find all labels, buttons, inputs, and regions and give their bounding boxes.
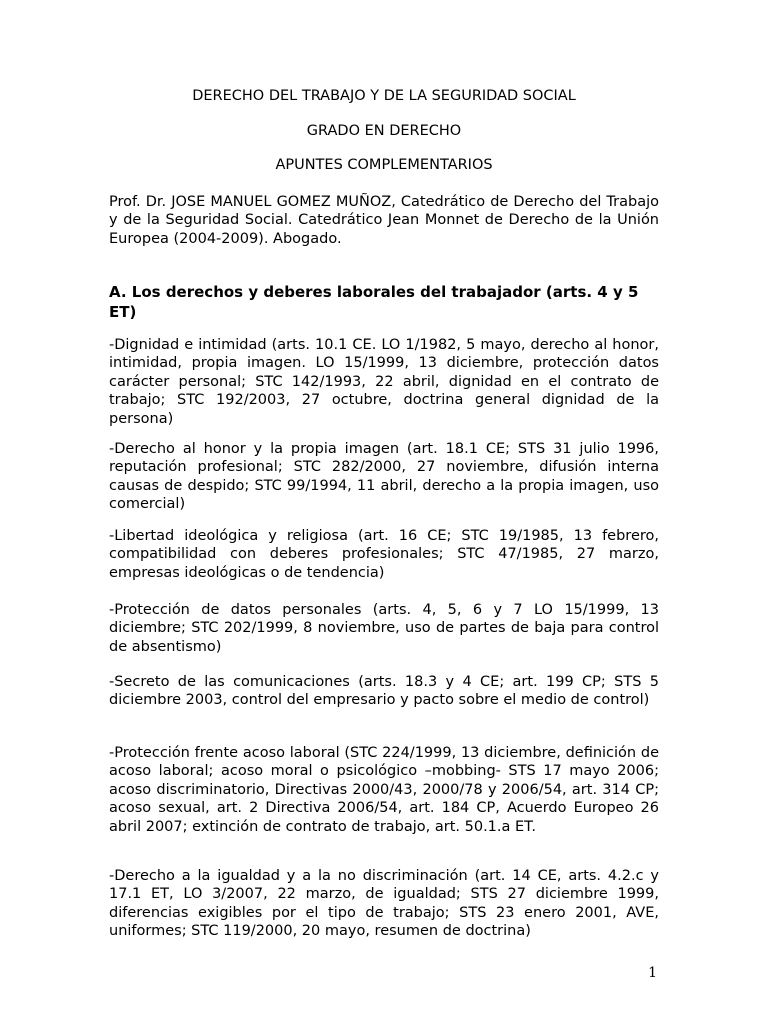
paragraph-honor-imagen: -Derecho al honor y la propia imagen (art. 18.1 CE; STS 31 julio 1996, reputación profesional; STC 282/2000, 27 noviembre, difusión interna causas de despido; STC 99/1994, 11 abril, derecho a la propia imagen, uso comercial) <box>109 441 659 513</box>
document-subtitle-degree: GRADO EN DERECHO <box>306 123 462 139</box>
paragraph-acoso-laboral: -Protección frente acoso laboral (STC 224/1999, 13 diciembre, definición de acoso laboral; acoso moral o psicológico –mobbing- STS 17 mayo 2006; acoso discriminatorio, Directivas 2000/43, 2000/78 y 2006/54, art. 314 CP; acoso sexual, art. 2 Directiva 2006/54, art. 184 CP, Acuerdo Europeo 26 abril 2007; extinción de contrato de trabajo, art. 50.1.a ET. <box>109 745 659 835</box>
document-title: DERECHO DEL TRABAJO Y DE LA SEGURIDAD SOCIAL <box>192 88 576 104</box>
document-subtitle-notes: APUNTES COMPLEMENTARIOS <box>275 157 493 173</box>
paragraph-proteccion-datos: -Protección de datos personales (arts. 4, 5, 6 y 7 LO 15/1999, 13 diciembre; STC 202/1999, 8 noviembre, uso de partes de baja para control de absentismo) <box>109 602 659 655</box>
paragraph-secreto-comunicaciones: -Secreto de las comunicaciones (arts. 18.3 y 4 CE; art. 199 CP; STS 5 diciembre 2003, control del empresario y pacto sobre el medio de control) <box>109 674 659 709</box>
author-paragraph: Prof. Dr. JOSE MANUEL GOMEZ MUÑOZ, Catedrático de Derecho del Trabajo y de la Seguridad Social. Catedrático Jean Monnet de Derecho de la Unión Europea (2004-2009). Abogado. <box>109 194 659 247</box>
page-number: 1 <box>648 965 657 981</box>
section-heading-a: A. Los derechos y deberes laborales del trabajador (arts. 4 y 5 ET) <box>109 283 639 321</box>
paragraph-igualdad: -Derecho a la igualdad y a la no discriminación (art. 14 CE, arts. 4.2.c y 17.1 ET, LO 3/2007, 22 marzo, de igualdad; STS 27 diciembre 1999, diferencias exigibles por el tipo de trabajo; STS 23 enero 2001, AVE, uniformes; STC 119/2000, 20 mayo, resumen de doctrina) <box>109 868 659 940</box>
paragraph-libertad-ideologica: -Libertad ideológica y religiosa (art. 16 CE; STC 19/1985, 13 febrero, compatibilidad con deberes profesionales; STC 47/1985, 27 marzo, empresas ideológicas o de tendencia) <box>109 528 659 581</box>
paragraph-dignidad: -Dignidad e intimidad (arts. 10.1 CE. LO 1/1982, 5 mayo, derecho al honor, intimidad, propia imagen. LO 15/1999, 13 diciembre, protección datos carácter personal; STC 142/1993, 22 abril, dignidad en el contrato de trabajo; STC 192/2003, 27 octubre, doctrina general dignidad de la persona) <box>109 337 659 427</box>
